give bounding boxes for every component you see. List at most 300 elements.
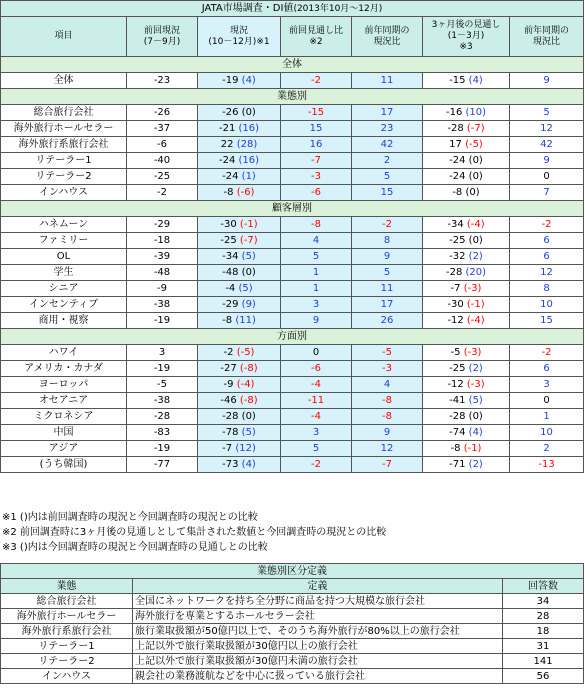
- cell-current: [198, 281, 281, 297]
- cell-prev-current: -48: [127, 265, 198, 281]
- row-label: 商用・視察: [1, 313, 127, 329]
- cell-yoy-outlook: 10: [510, 297, 584, 313]
- cell-current: [198, 441, 281, 457]
- table-row: [1, 281, 584, 297]
- outlook-value: -71: [449, 458, 466, 470]
- section-row-business: [1, 89, 584, 105]
- header-outlook: 3ヶ月後の見通し (1－3月) ※3: [423, 17, 510, 57]
- cell-prev-current: -37: [127, 121, 198, 137]
- outlook-value: -12: [447, 314, 464, 326]
- footnotes: [2, 510, 386, 555]
- table-row: [1, 361, 584, 377]
- cell-current: [198, 185, 281, 201]
- cell-current: [198, 249, 281, 265]
- cell-yoy: 5: [352, 169, 423, 185]
- cell-yoy-outlook: 6: [510, 233, 584, 249]
- row-label: ミクロネシア: [1, 409, 127, 425]
- current-diff: (-7): [239, 234, 258, 246]
- outlook-value: -7: [450, 282, 461, 294]
- current-value: -8: [222, 314, 233, 326]
- cell-outlook: [423, 265, 510, 281]
- cell-prev-outlook: -2: [281, 73, 352, 89]
- cell-current: [198, 105, 281, 121]
- outlook-diff: (4): [468, 426, 483, 438]
- outlook-value: -25: [449, 362, 466, 374]
- definition-text: 親会社の業務渡航などを中心に扱っている旅行会社: [133, 669, 503, 684]
- cell-current: [198, 377, 281, 393]
- section-header: 方面別: [1, 329, 584, 345]
- row-label: アメリカ・カナダ: [1, 361, 127, 377]
- cell-prev-outlook: 9: [281, 313, 352, 329]
- cell-prev-outlook: -2: [281, 457, 352, 473]
- cell-prev-outlook: -4: [281, 377, 352, 393]
- table-row: [1, 137, 584, 153]
- cell-prev-outlook: -8: [281, 217, 352, 233]
- cell-outlook: [423, 233, 510, 249]
- outlook-value: -15: [449, 74, 466, 86]
- current-value: -73: [222, 458, 239, 470]
- cell-prev-current: -19: [127, 313, 198, 329]
- table-row: [1, 377, 584, 393]
- cell-prev-outlook: 0: [281, 345, 352, 361]
- definition-type: リテーラー1: [1, 639, 133, 654]
- cell-outlook: [423, 121, 510, 137]
- definition-text: 上記以外で旅行業取扱額が30億円以上の旅行会社: [133, 639, 503, 654]
- cell-current: [198, 121, 281, 137]
- outlook-diff: (2): [468, 362, 483, 374]
- outlook-value: -8: [452, 186, 463, 198]
- definition-text: 海外旅行を専業とするホールセラー会社: [133, 609, 503, 624]
- cell-prev-outlook: -6: [281, 185, 352, 201]
- cell-current: [198, 153, 281, 169]
- cell-outlook: [423, 377, 510, 393]
- cell-yoy: 17: [352, 297, 423, 313]
- current-diff: (5): [241, 250, 256, 262]
- header-yoy-outlook: 前年同期の 現況比: [510, 17, 584, 57]
- outlook-diff: (2): [468, 250, 483, 262]
- cell-current: [198, 265, 281, 281]
- table-row: [1, 153, 584, 169]
- cell-yoy-outlook: -2: [510, 217, 584, 233]
- cell-prev-outlook: 1: [281, 265, 352, 281]
- definition-row: [1, 654, 584, 669]
- row-label: OL: [1, 249, 127, 265]
- definition-text: 全国にネットワークを持ち全分野に商品を持つ大規模な旅行会社: [133, 594, 503, 609]
- definition-header-def: 定義: [133, 579, 503, 594]
- cell-prev-outlook: -15: [281, 105, 352, 121]
- outlook-diff: (0): [468, 154, 483, 166]
- outlook-diff: (0): [468, 170, 483, 182]
- cell-yoy: 12: [352, 441, 423, 457]
- table-row: [1, 249, 584, 265]
- cell-outlook: [423, 425, 510, 441]
- cell-yoy-outlook: 5: [510, 105, 584, 121]
- outlook-diff: (-1): [466, 298, 485, 310]
- outlook-diff: (4): [468, 74, 483, 86]
- outlook-value: -28: [449, 410, 466, 422]
- cell-yoy-outlook: 9: [510, 73, 584, 89]
- outlook-value: -41: [449, 394, 466, 406]
- cell-outlook: [423, 345, 510, 361]
- table-row: [1, 233, 584, 249]
- current-value: -78: [222, 426, 239, 438]
- header-row: [1, 17, 584, 57]
- outlook-value: -34: [447, 218, 464, 230]
- cell-outlook: [423, 153, 510, 169]
- cell-current: [198, 457, 281, 473]
- cell-outlook: [423, 361, 510, 377]
- cell-outlook: [423, 313, 510, 329]
- current-value: -19: [222, 74, 239, 86]
- row-label: ファミリー: [1, 233, 127, 249]
- cell-current: [198, 169, 281, 185]
- cell-prev-outlook: 5: [281, 249, 352, 265]
- cell-prev-outlook: -6: [281, 361, 352, 377]
- cell-yoy: 9: [352, 425, 423, 441]
- current-diff: (11): [235, 314, 256, 326]
- cell-prev-current: 3: [127, 345, 198, 361]
- cell-prev-current: -19: [127, 361, 198, 377]
- current-diff: (0): [241, 266, 256, 278]
- cell-yoy: 5: [352, 265, 423, 281]
- outlook-value: -32: [449, 250, 466, 262]
- cell-current: [198, 361, 281, 377]
- cell-outlook: [423, 137, 510, 153]
- cell-yoy: 11: [352, 281, 423, 297]
- current-value: -4: [225, 282, 236, 294]
- current-value: -21: [218, 122, 236, 134]
- cell-prev-current: -19: [127, 441, 198, 457]
- cell-prev-current: -25: [127, 169, 198, 185]
- cell-prev-current: -38: [127, 393, 198, 409]
- current-value: -46: [220, 394, 237, 406]
- row-label: (うち韓国): [1, 457, 127, 473]
- table-row: [1, 313, 584, 329]
- outlook-diff: (10): [465, 106, 487, 118]
- header-item: 項目: [1, 17, 127, 57]
- cell-yoy: 8: [352, 233, 423, 249]
- definition-header-type: 業態: [1, 579, 133, 594]
- outlook-diff: (-3): [463, 346, 482, 358]
- section-header: 全体: [1, 57, 584, 73]
- current-value: -2: [223, 346, 234, 358]
- definition-type: 海外旅行系旅行会社: [1, 624, 133, 639]
- current-value: -7: [222, 442, 233, 454]
- current-diff: (16): [238, 154, 260, 166]
- cell-yoy: 42: [352, 137, 423, 153]
- cell-yoy: -8: [352, 393, 423, 409]
- cell-yoy-outlook: 2: [510, 441, 584, 457]
- table-title-period: (2013年10月～12月): [293, 3, 383, 14]
- definition-header-count: 回答数: [503, 579, 584, 594]
- cell-yoy-outlook: 6: [510, 361, 584, 377]
- current-value: -34: [222, 250, 239, 262]
- definition-row: [1, 669, 584, 684]
- table-row: [1, 265, 584, 281]
- cell-outlook: [423, 297, 510, 313]
- outlook-value: -24: [449, 154, 466, 166]
- definition-count: 18: [503, 624, 584, 639]
- definition-count: 28: [503, 609, 584, 624]
- outlook-value: -30: [447, 298, 464, 310]
- cell-yoy: 2: [352, 153, 423, 169]
- cell-yoy: 9: [352, 249, 423, 265]
- row-label: ヨーロッパ: [1, 377, 127, 393]
- row-label: インハウス: [1, 185, 127, 201]
- cell-yoy-outlook: -2: [510, 345, 584, 361]
- current-diff: (12): [235, 442, 256, 454]
- cell-prev-outlook: 3: [281, 425, 352, 441]
- cell-yoy: -8: [352, 409, 423, 425]
- cell-prev-outlook: 4: [281, 233, 352, 249]
- cell-yoy: 17: [352, 105, 423, 121]
- definition-text: 旅行業取扱額が50億円以上で、そのうち海外旅行が80%以上の旅行会社: [133, 624, 503, 639]
- definition-text: 上記以外で旅行業取扱額が30億円未満の旅行会社: [133, 654, 503, 669]
- footnote-3: ※3 ()内は今回調査時の現況と今回調査時の見通しとの比較: [2, 542, 268, 553]
- definition-type: インハウス: [1, 669, 133, 684]
- definition-type: リテーラー2: [1, 654, 133, 669]
- header-prev-outlook: 前回見通し比 ※2: [281, 17, 352, 57]
- cell-yoy-outlook: -13: [510, 457, 584, 473]
- cell-prev-current: -39: [127, 249, 198, 265]
- cell-prev-outlook: -7: [281, 153, 352, 169]
- section-header: 業態別: [1, 89, 584, 105]
- outlook-value: -5: [450, 346, 461, 358]
- outlook-diff: (-7): [466, 122, 485, 134]
- cell-yoy: 15: [352, 185, 423, 201]
- current-value: -30: [220, 218, 237, 230]
- cell-prev-current: -2: [127, 185, 198, 201]
- cell-outlook: [423, 217, 510, 233]
- cell-outlook: [423, 281, 510, 297]
- row-label: 海外旅行系旅行会社: [1, 137, 127, 153]
- definition-title: 業態別区分定義: [1, 564, 584, 579]
- cell-yoy-outlook: 6: [510, 249, 584, 265]
- cell-prev-outlook: -4: [281, 409, 352, 425]
- table-row: [1, 425, 584, 441]
- definition-count: 31: [503, 639, 584, 654]
- section-header: 顧客層別: [1, 201, 584, 217]
- cell-outlook: [423, 457, 510, 473]
- table-row: [1, 409, 584, 425]
- cell-prev-current: -26: [127, 105, 198, 121]
- definition-header-row: [1, 579, 584, 594]
- row-label: リテーラー2: [1, 169, 127, 185]
- cell-outlook: [423, 441, 510, 457]
- title-row: [1, 1, 584, 17]
- table-row: [1, 217, 584, 233]
- cell-outlook: [423, 169, 510, 185]
- section-row-all: [1, 57, 584, 73]
- definition-row: [1, 639, 584, 654]
- outlook-diff: (-3): [463, 282, 482, 294]
- cell-outlook: [423, 249, 510, 265]
- outlook-value: -25: [449, 234, 466, 246]
- row-label: オセアニア: [1, 393, 127, 409]
- current-value: -29: [222, 298, 239, 310]
- cell-prev-current: -28: [127, 409, 198, 425]
- current-diff: (28): [236, 138, 258, 150]
- cell-prev-current: -77: [127, 457, 198, 473]
- cell-prev-current: -6: [127, 137, 198, 153]
- cell-outlook: [423, 393, 510, 409]
- cell-prev-outlook: -3: [281, 169, 352, 185]
- table-title-text: JATA市場調査・DI値: [201, 2, 294, 14]
- cell-current: [198, 345, 281, 361]
- definition-count: 56: [503, 669, 584, 684]
- cell-yoy-outlook: 42: [510, 137, 584, 153]
- section-row-customer: [1, 201, 584, 217]
- definition-count: 141: [503, 654, 584, 669]
- row-label: 総合旅行会社: [1, 105, 127, 121]
- table-row: [1, 345, 584, 361]
- cell-current: [198, 73, 281, 89]
- footnote-2: ※2 前回調査時に3ヶ月後の見通しとして集計された数値と今回調査時の現況との比較: [2, 527, 387, 538]
- footnote-1: ※1 ()内は前回調査時の現況と今回調査時の現況との比較: [2, 512, 258, 523]
- current-diff: (-8): [239, 394, 258, 406]
- cell-yoy: -7: [352, 457, 423, 473]
- cell-outlook: [423, 73, 510, 89]
- current-value: -25: [220, 234, 237, 246]
- cell-yoy: -3: [352, 361, 423, 377]
- cell-yoy-outlook: 15: [510, 313, 584, 329]
- header-current: 現況 (10－12月)※1: [198, 17, 281, 57]
- cell-prev-outlook: -11: [281, 393, 352, 409]
- cell-yoy-outlook: 3: [510, 377, 584, 393]
- outlook-value: -74: [449, 426, 466, 438]
- cell-current: [198, 393, 281, 409]
- table-row: [1, 105, 584, 121]
- table-row: [1, 73, 584, 89]
- cell-yoy-outlook: 0: [510, 393, 584, 409]
- outlook-value: -8: [450, 442, 461, 454]
- table-row: [1, 169, 584, 185]
- cell-prev-current: -23: [127, 73, 198, 89]
- cell-yoy-outlook: 12: [510, 265, 584, 281]
- header-yoy: 前年同期の 現況比: [352, 17, 423, 57]
- row-label: シニア: [1, 281, 127, 297]
- current-diff: (0): [241, 106, 256, 118]
- cell-yoy: -2: [352, 217, 423, 233]
- cell-yoy: 26: [352, 313, 423, 329]
- outlook-diff: (0): [468, 234, 483, 246]
- current-diff: (4): [241, 74, 256, 86]
- row-label: 海外旅行ホールセラー: [1, 121, 127, 137]
- cell-yoy-outlook: 7: [510, 185, 584, 201]
- cell-prev-current: -40: [127, 153, 198, 169]
- cell-current: [198, 137, 281, 153]
- cell-prev-outlook: 15: [281, 121, 352, 137]
- table-title: [1, 1, 584, 17]
- definition-type: 総合旅行会社: [1, 594, 133, 609]
- section-row-destination: [1, 329, 584, 345]
- row-label: ハワイ: [1, 345, 127, 361]
- cell-yoy: 23: [352, 121, 423, 137]
- row-label: アジア: [1, 441, 127, 457]
- outlook-value: -16: [445, 106, 463, 118]
- outlook-value: -28: [445, 266, 463, 278]
- outlook-value: 17: [449, 138, 462, 150]
- current-diff: (5): [238, 282, 253, 294]
- table-row: [1, 441, 584, 457]
- current-value: -8: [223, 186, 234, 198]
- outlook-diff: (20): [465, 266, 487, 278]
- outlook-value: -28: [447, 122, 464, 134]
- current-diff: (9): [241, 298, 256, 310]
- current-value: -24: [218, 154, 236, 166]
- current-value: -9: [223, 378, 234, 390]
- row-label: インセンティブ: [1, 297, 127, 313]
- table-row: [1, 297, 584, 313]
- definition-row: [1, 624, 584, 639]
- cell-prev-outlook: 5: [281, 441, 352, 457]
- header-prev-current: 前回現況 (7－9月): [127, 17, 198, 57]
- cell-yoy-outlook: 0: [510, 169, 584, 185]
- cell-prev-current: -18: [127, 233, 198, 249]
- cell-current: [198, 313, 281, 329]
- table-row: [1, 121, 584, 137]
- current-value: -27: [220, 362, 237, 374]
- row-label: リテーラー1: [1, 153, 127, 169]
- cell-prev-current: -9: [127, 281, 198, 297]
- outlook-value: -24: [449, 170, 466, 182]
- definition-type: 海外旅行ホールセラー: [1, 609, 133, 624]
- current-value: 22: [220, 138, 234, 150]
- current-diff: (-6): [236, 186, 255, 198]
- cell-yoy-outlook: 8: [510, 281, 584, 297]
- cell-yoy-outlook: 1: [510, 409, 584, 425]
- current-value: -26: [222, 106, 239, 118]
- cell-current: [198, 425, 281, 441]
- outlook-diff: (-4): [466, 314, 485, 326]
- cell-yoy: 4: [352, 377, 423, 393]
- current-diff: (-4): [236, 378, 255, 390]
- cell-yoy: 11: [352, 73, 423, 89]
- cell-current: [198, 233, 281, 249]
- definition-row: [1, 609, 584, 624]
- outlook-diff: (0): [468, 410, 483, 422]
- cell-prev-current: -29: [127, 217, 198, 233]
- current-value: -24: [222, 170, 239, 182]
- outlook-diff: (-1): [463, 442, 482, 454]
- outlook-diff: (2): [468, 458, 483, 470]
- row-label: ハネムーン: [1, 217, 127, 233]
- definition-row: [1, 594, 584, 609]
- cell-outlook: [423, 409, 510, 425]
- cell-prev-current: -83: [127, 425, 198, 441]
- cell-prev-outlook: 16: [281, 137, 352, 153]
- table-row: [1, 393, 584, 409]
- cell-outlook: [423, 185, 510, 201]
- definition-title-row: [1, 564, 584, 579]
- row-label: 学生: [1, 265, 127, 281]
- definition-table: [0, 563, 584, 684]
- cell-yoy-outlook: 9: [510, 153, 584, 169]
- outlook-diff: (-5): [465, 138, 483, 150]
- current-diff: (0): [241, 410, 256, 422]
- cell-outlook: [423, 105, 510, 121]
- current-diff: (1): [241, 170, 256, 182]
- table-row: [1, 457, 584, 473]
- current-diff: (16): [238, 122, 260, 134]
- row-label: 全体: [1, 73, 127, 89]
- cell-current: [198, 409, 281, 425]
- cell-yoy: -5: [352, 345, 423, 361]
- outlook-diff: (-4): [466, 218, 485, 230]
- current-diff: (-1): [239, 218, 258, 230]
- current-diff: (-5): [236, 346, 255, 358]
- cell-prev-outlook: 3: [281, 297, 352, 313]
